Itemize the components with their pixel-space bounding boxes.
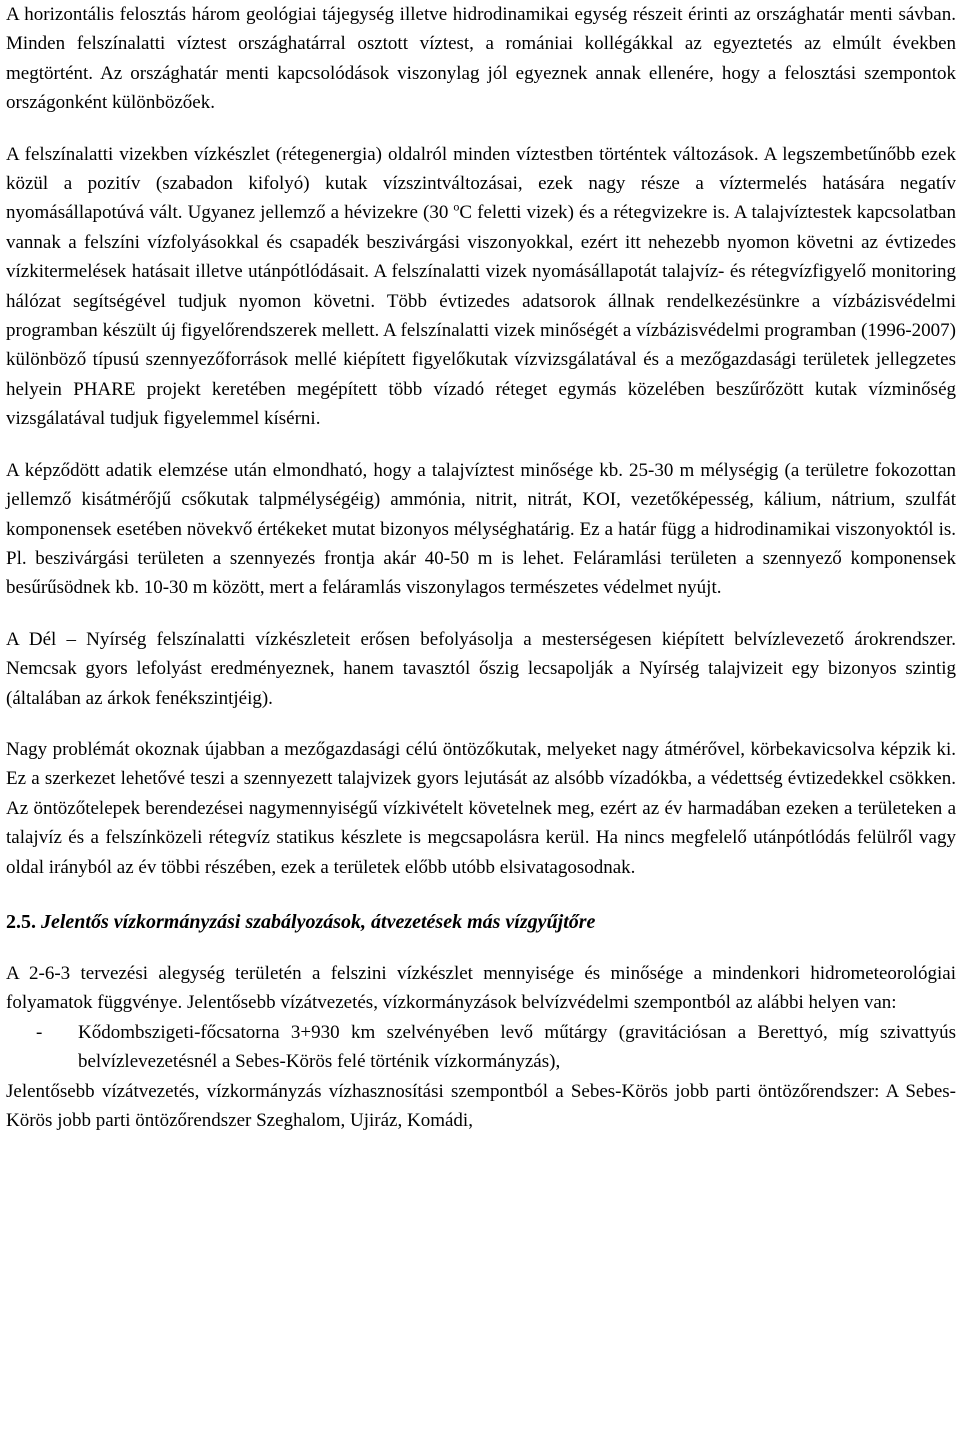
- paragraph-data-analysis: A képződött adatik elemzése után elmondható, hogy a talajvíztest minősége kb. 25-30 m mélységig (a területre fokozottan jellemző kisátmérőjű csőkutak talpmélységéig) ammónia, nitrit, nitrát, KOI, vezetőképesség, kálium, nátrium, szulfát komponensek esetében növekvő értékeket mutat bizonyos mélységhatárig. Ez a határ függ a hidrodinamikai viszonyoktól is. Pl. beszivárgási területen a szennyezés frontja akár 40-50 m is lehet. Feláramlási területen a szennyező komponensek besűrűsödnek kb. 10-30 m között, mert a feláramlás viszonylagos természetes védelmet nyújt.: [6, 459, 956, 599]
- paragraph-planning-subunit: A 2-6-3 tervezési alegység területén a felszini vízkészlet mennyisége és minősége a mindenkori hidrometeorológiai folyamatok függvénye. Jelentősebb vízátvezetés, vízkormányzások belvízvédelmi szempontból az alábbi helyen van:: [6, 962, 956, 1014]
- document-page: [6, 0, 956, 1135]
- section-title: Jelentős vízkormányzási szabályozások, átvezetések más vízgyűjtőre: [41, 910, 596, 933]
- list-item-text: Kődombszigeti-főcsatorna 3+930 km szelvényében levő műtárgy (gravitációsan a Berettyó, míg szivattyús belvízlevezetésnél a Sebes-Körös felé történik vízkormányzás),: [78, 1021, 956, 1073]
- list-marker: -: [36, 1021, 43, 1043]
- list-item: [6, 1018, 956, 1077]
- paragraph-water-resources-part-b: C feletti vizek) és a rétegvizekre is. A talajvíztestek kapcsolatban vannak a felszíni vízfolyásokkal és csapadék beszivárgási viszonyokkal, ezért itt nehezebb nyomon követni az évtizedes vízkitermelések hatásait illetve utánpótlódásait. A felszínalatti vizek nyomásállapotát talajvíz- és rétegvízfigyelő monitoring hálózat segítségével tudjuk nyomon követni. Több évtizedes adatsorok állnak rendelkezésünkre a vízbázisvédelmi programban készült új figyelőrendszerek mellett. A felszínalatti vizek minőségét a vízbázisvédelmi programban (1996-2007) különböző típusú szennyezőforrások mellé kiépített figyelőkutak vízvizsgálatával és a mezőgazdasági területek jellegzetes helyein PHARE projekt keretében megépített több vízadó réteget egymás közelében beszűrőzött kutak vízminőség vizsgálatával tudjuk figyelemmel kísérni.: [6, 202, 956, 430]
- paragraph-irrigation-wells: Nagy problémát okoznak újabban a mezőgazdasági célú öntözőkutak, melyeket nagy átmérővel, körbekavicsolva képzik ki. Ez a szerkezet lehetővé teszi a szennyezett talajvizek gyors lejutását az alsóbb vízadókba, a védettség évtizedekkel csökken. Az öntözőtelepek berendezései nagymennyiségű vízkivételt követelnek meg, ezért az év harmadában ezeken a területeken a talajvíz és a felszínközeli rétegvíz statikus készlete is megcsapolásra kerül. Ha nincs megfelelő utánpótlódás felülről vagy oldal irányból az év többi részében, ezek a területek előbb utóbb elsivatagosodnak.: [6, 738, 956, 878]
- paragraph-horizontal-division: A horizontális felosztás három geológiai tájegység illetve hidrodinamikai egység részeit érinti az országhatár menti sávban. Minden felszínalatti víztest országhatárral osztott víztest, a romániai kollégákkal az egyeztetés az elmúlt években megtörtént. Az országhatár menti kapcsolódások viszonylag jól egyeznek annak ellenére, hogy a felosztási szempontok országonként különbözőek.: [6, 4, 956, 114]
- paragraph-water-resources-part-a: A felszínalatti vizekben vízkészlet (rétegenergia) oldalról minden víztestben történtek változások. A legszembetűnőbb ezek közül a pozitív (szabadon kifolyó) kutak vízszintváltozásai, ezek nagy része a víztermelés hatására negatív nyomásállapotúvá vált. Ugyanez jellemző a hévizekre (30: [6, 143, 956, 224]
- section-heading: [6, 908, 956, 937]
- paragraph-del-nyirseg: A Dél – Nyírség felszínalatti vízkészleteit erősen befolyásolja a mesterségesen kiépített belvízlevezető árokrendszer. Nemcsak gyors lefolyást eredményeznek, hanem tavasztól őszig lecsapolják a Nyírség talajvizeit egy bizonyos szintig (általában az árkok fenékszintjéig).: [6, 628, 956, 709]
- degree-superscript: o: [453, 200, 460, 215]
- water-transfer-list: [6, 1018, 956, 1077]
- section-number: 2.5.: [6, 910, 36, 933]
- paragraph-sebes-koros: Jelentősebb vízátvezetés, vízkormányzás vízhasznosítási szempontból a Sebes-Körös jobb parti öntözőrendszer: A Sebes-Körös jobb parti öntözőrendszer Szeghalom, Ujiráz, Komádi,: [6, 1080, 956, 1131]
- paragraph-water-resources: [6, 140, 956, 434]
